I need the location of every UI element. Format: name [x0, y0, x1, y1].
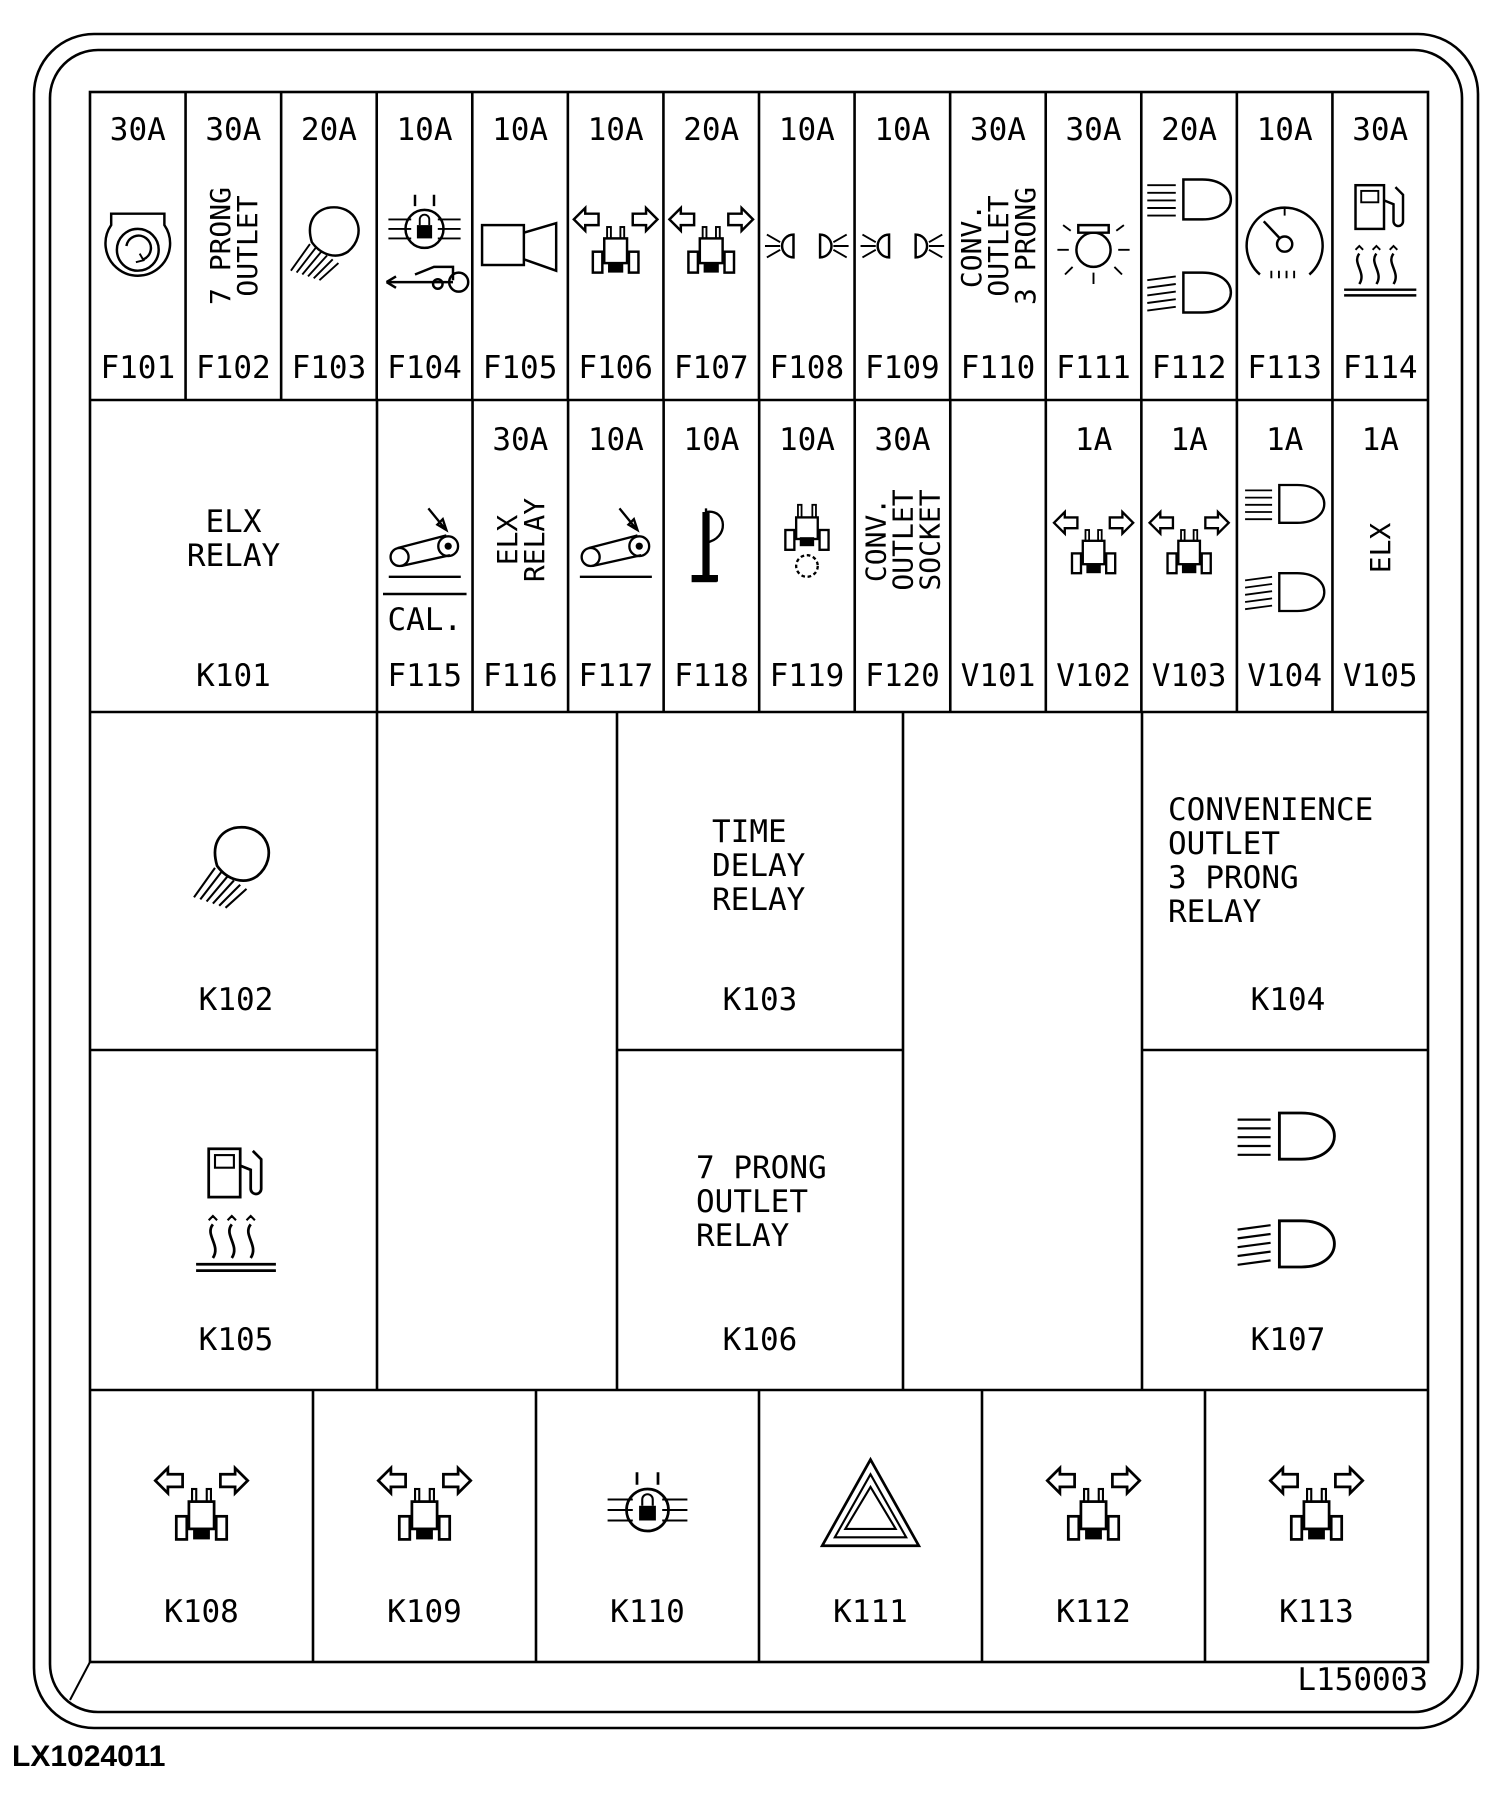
fuse-row-2: [187, 400, 1418, 712]
fuse-rating: 30A: [969, 112, 1026, 148]
side-marker-lights-icon: [861, 235, 945, 258]
fuse-code: F102: [196, 350, 271, 386]
cab-dome-light-icon: [1057, 225, 1129, 284]
relay-label: RELAY: [1168, 894, 1262, 930]
relay-label: CONVENIENCE: [1168, 792, 1374, 828]
fuse-vertical-label: RELAY: [517, 497, 551, 583]
tractor-turn-signal-icon: [1150, 512, 1229, 573]
fuse-rating: 20A: [300, 112, 357, 148]
fuse-rating: 10A: [874, 112, 931, 148]
fuse-code: F112: [1151, 350, 1227, 386]
fuse-code: F119: [769, 658, 845, 694]
differential-lock-and-implement-icon: [387, 195, 469, 292]
fuel-heater-icon: [1344, 185, 1416, 295]
fuse-rating: 1A: [1170, 422, 1208, 458]
tractor-turn-signal-icon: [155, 1468, 247, 1539]
relay-block: [194, 792, 1373, 1358]
tractor-turn-signal-icon: [1047, 1468, 1139, 1539]
fuse-rating: 20A: [683, 112, 740, 148]
fuse-vertical-text: [204, 187, 264, 305]
engine-rotation-icon: [105, 214, 170, 276]
fuse-vertical-label: ELX: [490, 514, 524, 566]
fuse-code: V105: [1342, 658, 1418, 694]
calibration-icon: [580, 508, 652, 576]
fuse-code: F108: [769, 350, 845, 386]
fuse-rating: 30A: [1352, 112, 1409, 148]
relay-code: K104: [1250, 982, 1326, 1018]
relay-label: 3 PRONG: [1168, 860, 1299, 896]
tractor-turn-signal-icon: [1054, 512, 1133, 573]
fuse-vertical-label: OUTLET: [886, 489, 920, 591]
hazard-warning-icon: [822, 1460, 919, 1546]
relay-code: K103: [722, 982, 798, 1018]
relay-code: K109: [387, 1594, 462, 1630]
fuse-code: F115: [387, 658, 463, 694]
tractor-pto-icon: [785, 505, 828, 577]
fuse-rating: 10A: [492, 112, 549, 148]
fuse-rating: 30A: [492, 422, 549, 458]
fuse-code: K101: [196, 658, 271, 694]
relay-code: K106: [722, 1322, 798, 1358]
corner-line: [70, 1662, 90, 1700]
relay-label: ELX: [205, 504, 262, 540]
fuse-rating: 10A: [778, 112, 835, 148]
work-light-icon: [194, 827, 269, 908]
fuse-code: F104: [387, 350, 462, 386]
fuse-code: F118: [674, 658, 749, 694]
relay-label: OUTLET: [696, 1184, 808, 1220]
relay-code: K102: [198, 982, 274, 1018]
fuse-code: V102: [1056, 658, 1131, 694]
relay-row-bottom: [155, 1390, 1362, 1662]
fuse-vertical-label: 3 PRONG: [1008, 186, 1042, 306]
fuse-code: F113: [1247, 350, 1322, 386]
relay-code: K111: [833, 1594, 908, 1630]
fuse-code: F103: [291, 350, 367, 386]
fuse-rating: 10A: [396, 112, 453, 148]
relay-label: DELAY: [712, 848, 806, 884]
relay-label: RELAY: [696, 1218, 790, 1254]
side-marker-lights-icon: [765, 235, 849, 258]
fuse-row-1: [100, 92, 1417, 400]
fuse-rating: 30A: [1065, 112, 1122, 148]
fuse-code: F116: [482, 658, 558, 694]
fuse-code: F114: [1342, 350, 1418, 386]
relay-label: OUTLET: [1168, 826, 1280, 862]
relay-code: K110: [610, 1594, 685, 1630]
fuse-code: V103: [1151, 658, 1227, 694]
instrument-gauge-icon: [1247, 208, 1323, 279]
fuse-vertical-text: [860, 489, 947, 590]
relay-label: TIME: [712, 814, 787, 850]
fuse-vertical-label: SOCKET: [913, 489, 947, 591]
fuse-rating: 30A: [109, 112, 166, 148]
fuse-code: F101: [100, 350, 176, 386]
fuse-rating: 1A: [1074, 422, 1113, 458]
relay-label: 7 PRONG: [696, 1150, 827, 1186]
tractor-turn-signal-icon: [1270, 1468, 1362, 1539]
drawing-id: L150003: [1297, 1662, 1428, 1698]
relay-label: RELAY: [712, 882, 806, 918]
tractor-turn-signal-icon: [669, 208, 753, 273]
fuse-code: F109: [865, 350, 940, 386]
fuse-vertical-label: CONV.: [954, 203, 988, 289]
fuse-vertical-label: 7 PRONG: [203, 186, 237, 306]
fuse-vertical-label: ELX: [1364, 522, 1398, 574]
figure-caption: LX1024011: [12, 1740, 166, 1773]
horn-icon: [692, 508, 723, 582]
fuse-vertical-text: [1364, 523, 1397, 574]
relay-code: K107: [1250, 1322, 1326, 1358]
fuse-vertical-label: CONV.: [859, 497, 893, 583]
relay-code: K105: [198, 1322, 274, 1358]
fuse-code: F111: [1056, 350, 1131, 386]
relay-code: K112: [1056, 1594, 1131, 1630]
fuse-code: F117: [578, 658, 654, 694]
fuse-rating: 10A: [587, 112, 644, 148]
horn-trumpet-icon: [482, 223, 556, 271]
calibration-icon: [389, 508, 461, 576]
fuse-code: F120: [865, 658, 940, 694]
work-light-icon: [291, 207, 359, 280]
headlights-high-low-icon: [1238, 1113, 1335, 1267]
fuse-vertical-label: OUTLET: [230, 195, 264, 297]
headlights-high-low-icon: [1147, 180, 1231, 313]
fuse-rating: 10A: [587, 422, 644, 458]
tractor-turn-signal-icon: [574, 208, 658, 273]
tractor-turn-signal-icon: [378, 1468, 470, 1539]
relay-code: K108: [164, 1594, 239, 1630]
fuse-vertical-text: [955, 187, 1042, 305]
fuse-rating: 30A: [205, 112, 262, 148]
fuse-rating: 10A: [778, 422, 835, 458]
fuse-subtext: CAL.: [387, 602, 463, 638]
fuse-rating: 1A: [1361, 422, 1399, 458]
fuse-rating: 20A: [1161, 112, 1218, 148]
relay-label: RELAY: [186, 538, 281, 574]
fuse-code: F110: [960, 350, 1036, 386]
relay-code: K113: [1279, 1594, 1354, 1630]
fuse-code: V101: [960, 658, 1036, 694]
fuse-vertical-text: [491, 498, 551, 582]
fuse-code: F106: [578, 350, 653, 386]
fuse-rating: 30A: [874, 422, 931, 458]
fuse-rating: 1A: [1266, 422, 1304, 458]
headlights-high-low-icon: [1245, 485, 1324, 611]
differential-lock-icon: [608, 1472, 688, 1531]
fuse-code: V104: [1247, 658, 1323, 694]
fuse-rating: 10A: [683, 422, 740, 458]
fuse-vertical-label: OUTLET: [981, 195, 1015, 297]
fuse-code: F105: [482, 350, 558, 386]
fuse-code: F107: [673, 350, 749, 386]
fuel-heater-icon: [196, 1149, 276, 1271]
fuse-rating: 10A: [1256, 112, 1313, 148]
